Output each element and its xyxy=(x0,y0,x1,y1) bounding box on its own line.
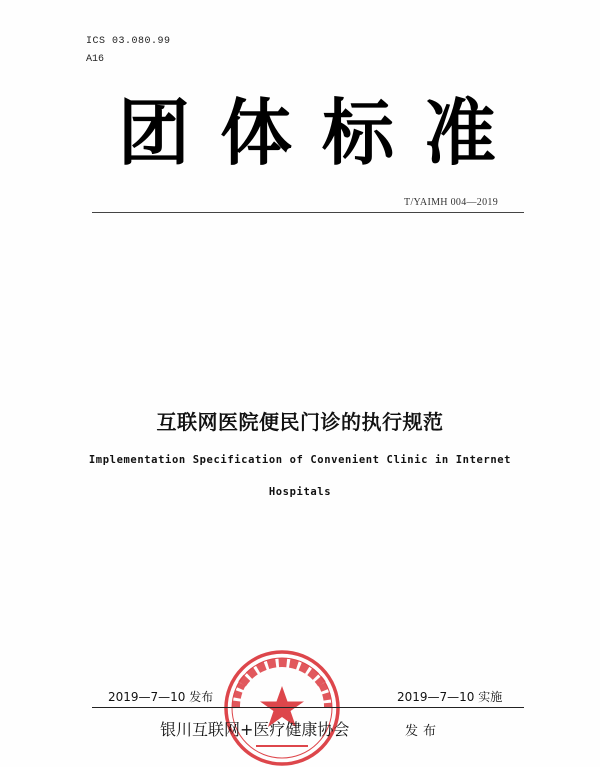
issue-date: 2019—7—10 发布 xyxy=(108,690,214,704)
standard-number: T/YAIMH 004—2019 xyxy=(404,197,498,208)
publisher-name: 银川互联网+医疗健康协会 xyxy=(160,720,350,739)
english-title-line-2: Hospitals xyxy=(268,486,332,498)
ics-code: ICS 03.080.99 xyxy=(86,36,171,47)
bottom-divider xyxy=(92,707,524,708)
main-title: 团体标准 xyxy=(118,91,527,175)
implementation-date: 2019—7—10 实施 xyxy=(397,690,503,704)
top-divider xyxy=(92,212,524,213)
chinese-title: 互联网医院便民门诊的执行规范 xyxy=(156,410,444,434)
english-title-line-1: Implementation Specification of Convenient Clinic in Internet xyxy=(88,454,512,466)
official-seal-icon xyxy=(222,648,342,768)
publish-label: 发布 xyxy=(405,724,442,739)
classification-code: A16 xyxy=(86,54,105,65)
